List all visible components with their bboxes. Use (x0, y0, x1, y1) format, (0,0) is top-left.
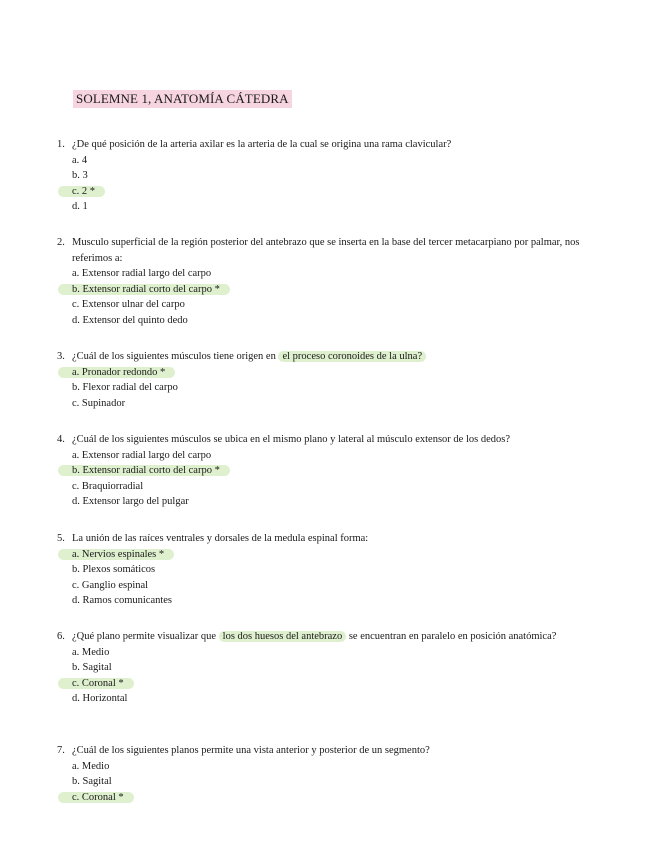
option-c: c. Ganglio espinal (72, 579, 149, 591)
option-d: d. Ramos comunicantes (72, 595, 173, 606)
question-text: ¿Cuál de los siguientes planos permite una vista anterior y posterior de un segmento? (72, 745, 430, 756)
question-text: Musculo superficial de la región posterior del antebrazo que se inserta en la base del tercer metacarpiano por palmar, nos referimos a: (72, 237, 580, 264)
question-text (72, 349, 617, 365)
answer-highlight: b. Extensor radial corto del carpo * (58, 465, 230, 476)
option-c: c. Supinador (72, 397, 126, 409)
option-b: b. Plexos somáticos (72, 564, 156, 575)
question-1 (57, 137, 617, 215)
answer-highlight: b. Extensor radial corto del carpo * (58, 284, 230, 295)
option-a-correct (72, 547, 617, 563)
option-d: d. Horizontal (72, 693, 128, 704)
option-b: b. Sagital (72, 776, 112, 787)
option-b: b. 3 (72, 170, 88, 181)
option-c: c. Extensor ulnar del carpo (72, 299, 185, 310)
option-c-correct (72, 184, 617, 200)
question-number: 1. (57, 139, 65, 150)
answer-highlight: c. Coronal * (58, 678, 134, 689)
option-d: d. 1 (72, 201, 88, 212)
question-3 (57, 349, 617, 411)
question-number: 3. (57, 351, 65, 362)
question-text (72, 629, 617, 645)
question-number: 7. (57, 745, 65, 756)
question-text-part: ¿Qué plano permite visualizar que (72, 631, 219, 642)
answer-highlight: c. Coronal * (58, 792, 134, 803)
answer-highlight: c. 2 * (58, 186, 105, 197)
option-c: c. Braquiorradial (72, 480, 144, 492)
option-c-correct (72, 790, 617, 806)
question-4 (57, 432, 617, 510)
answer-highlight: a. Nervios espinales * (58, 549, 174, 560)
option-a: a. Extensor radial largo del carpo (72, 268, 212, 279)
option-a-correct (72, 365, 617, 381)
option-d: d. Extensor del quinto dedo (72, 314, 188, 326)
question-6 (57, 629, 617, 707)
option-a: a. Extensor radial largo del carpo (72, 449, 212, 461)
option-b-correct (72, 463, 617, 479)
option-a: a. Medio (72, 646, 110, 658)
question-text: ¿Cuál de los siguientes músculos se ubica en el mismo plano y lateral al músculo extensor de los dedos? (72, 434, 510, 445)
question-number: 5. (57, 533, 65, 544)
text-highlight: los dos huesos del antebrazo (219, 631, 347, 642)
question-number: 6. (57, 631, 65, 642)
question-number: 4. (57, 434, 65, 445)
answer-highlight: a. Pronador redondo * (58, 367, 175, 378)
option-b: b. Sagital (72, 662, 112, 673)
question-text: La unión de las raíces ventrales y dorsales de la medula espinal forma: (72, 533, 369, 544)
option-b: b. Flexor radial del carpo (72, 382, 178, 393)
question-5 (57, 531, 617, 609)
question-7 (57, 743, 617, 805)
option-d: d. Extensor largo del pulgar (72, 496, 189, 507)
question-number: 2. (57, 237, 65, 248)
question-text-part: ¿Cuál de los siguientes músculos tiene origen en (72, 351, 279, 362)
option-a: a. 4 (72, 154, 88, 166)
question-2 (57, 235, 617, 328)
text-highlight: el proceso coronoides de la ulna? (278, 351, 426, 362)
option-c-correct (72, 676, 617, 692)
option-a: a. Medio (72, 760, 110, 772)
document-title: SOLEMNE 1, ANATOMÍA CÁTEDRA (73, 90, 292, 108)
question-text: ¿De qué posición de la arteria axilar es la arteria de la cual se origina una rama clavicular? (72, 139, 452, 150)
question-text-part: se encuentran en paralelo en posición anatómica? (346, 631, 557, 642)
option-b-correct (72, 282, 617, 298)
